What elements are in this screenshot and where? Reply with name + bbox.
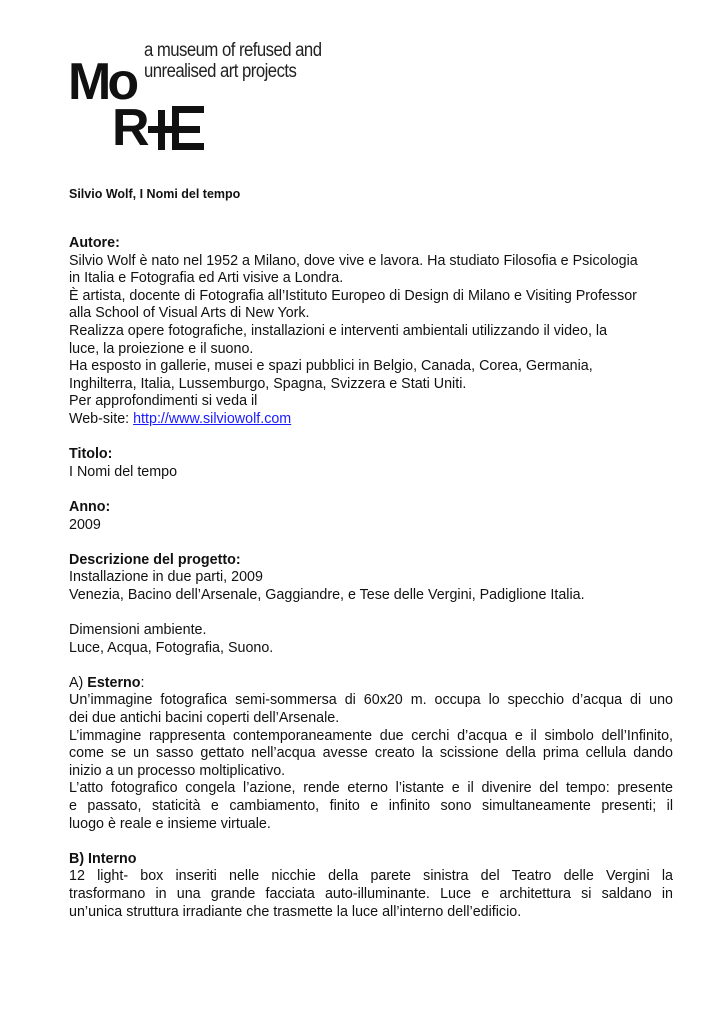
logo-tagline-line-1: a museum of refused and	[144, 40, 322, 61]
esterno-suffix: :	[140, 674, 145, 691]
logo-mark-line-1: Mo	[68, 53, 136, 111]
dimensioni-line: Luce, Acqua, Fotografia, Suono.	[69, 639, 274, 656]
esterno-heading	[69, 675, 673, 693]
website-link[interactable]: http://www.silviowolf.com	[133, 410, 292, 427]
autore-line: Per approfondimenti si veda il	[69, 393, 258, 410]
esterno-line: come se un sasso gettato nell’acqua avesse creato la scissione della prima cellula dando	[69, 745, 673, 762]
titolo-value: I Nomi del tempo	[69, 463, 178, 480]
descrizione-line: Installazione in due parti, 2009	[69, 569, 263, 586]
esterno-line: inizio a un processo moltiplicativo.	[69, 762, 286, 779]
dimensioni-line: Dimensioni ambiente.	[69, 622, 207, 639]
titolo-heading: Titolo:	[69, 446, 113, 463]
document-body	[69, 235, 673, 921]
autore-line: luce, la proiezione e il suono.	[69, 340, 254, 357]
esterno-line: L’atto fotografico congela l’azione, rende eterno l’istante e il divenire del tempo: presente	[69, 780, 673, 797]
website-prefix: Web-site:	[69, 410, 134, 427]
interno-line: trasformano in una grande facciata auto-illuminante. Luce e architettura si saldano in	[69, 885, 673, 902]
esterno-line: luogo è reale e insieme virtuale.	[69, 815, 271, 832]
interno-line: 12 light- box inseriti nelle nicchie della parete sinistra del Teatro delle Vergini la	[69, 868, 673, 885]
plus-e-icon	[148, 106, 204, 150]
esterno-line: dei due antichi bacini coperti dell’Arsenale.	[69, 710, 340, 727]
autore-line: Ha esposto in gallerie, musei e spazi pubblici in Belgio, Canada, Corea, Germania,	[69, 358, 593, 375]
anno-heading: Anno:	[69, 498, 111, 515]
logo-tagline-line-2: unrealised art projects	[144, 61, 297, 82]
esterno-line: Un’immagine fotografica semi-sommersa di 60x20 m. occupa lo specchio d’acqua di uno	[69, 692, 673, 709]
autore-line: Silvio Wolf è nato nel 1952 a Milano, dove vive e lavora. Ha studiato Filosofia e Psicologia	[69, 252, 638, 269]
website-line	[69, 411, 673, 429]
autore-line: alla School of Visual Arts di New York.	[69, 305, 310, 322]
autore-line: Realizza opere fotografiche, installazioni e interventi ambientali utilizzando il video, la	[69, 322, 608, 339]
interno-line: un’unica struttura irradiante che trasmette la luce all’interno dell’edificio.	[69, 903, 522, 920]
autore-line: È artista, docente di Fotografia all’Istituto Europeo di Design di Milano e Visiting Professor	[69, 287, 637, 304]
esterno-heading-label: Esterno	[87, 674, 141, 691]
document-title: Silvio Wolf, I Nomi del tempo	[69, 187, 241, 201]
descrizione-heading: Descrizione del progetto:	[69, 551, 241, 568]
anno-value: 2009	[69, 516, 101, 533]
autore-heading: Autore:	[69, 235, 120, 251]
interno-heading: B) Interno	[69, 850, 137, 867]
esterno-line: L’immagine rappresenta contemporaneamente due cerchi d’acqua e il simbolo dell’Infinito,	[69, 727, 673, 744]
logo-mark	[68, 53, 204, 157]
autore-line: in Italia e Fotografia ed Arti visive a Londra.	[69, 270, 344, 287]
autore-line: Inghilterra, Italia, Lussemburgo, Spagna, Svizzera e Stati Uniti.	[69, 375, 467, 392]
descrizione-line: Venezia, Bacino dell’Arsenale, Gaggiandre, e Tese delle Vergini, Padiglione Italia.	[69, 586, 585, 603]
esterno-prefix: A)	[69, 674, 88, 691]
esterno-line: e passato, staticità e cambiamento, finito e infinito sono simultaneamente presenti; il	[69, 798, 673, 814]
logo-mark-line-2: R	[112, 99, 146, 157]
